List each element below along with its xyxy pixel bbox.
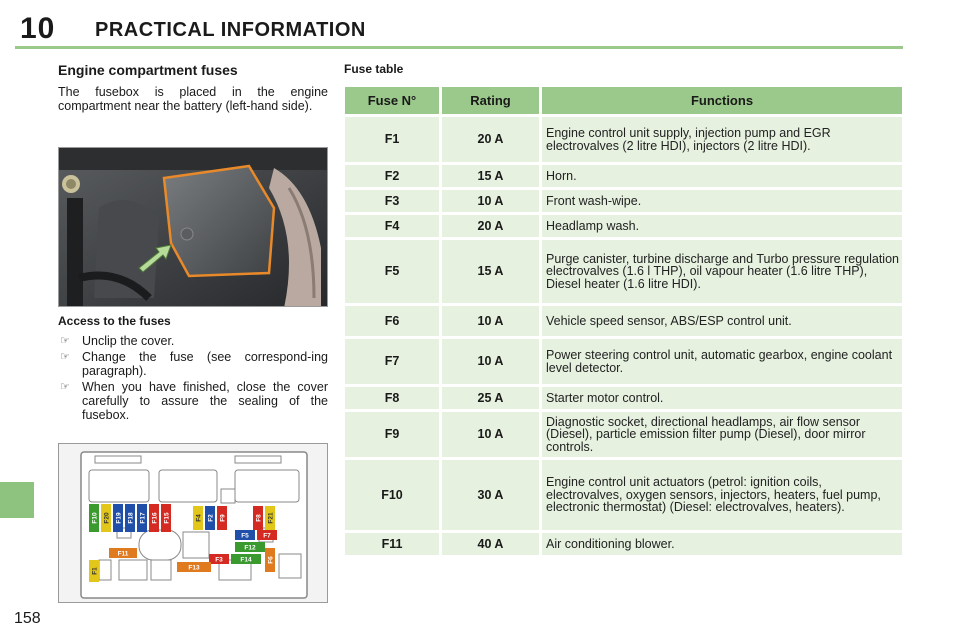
- fusebox-diagram: [58, 443, 328, 603]
- access-step: ☞ Change the fuse (see correspond-ing paragraph).: [60, 350, 328, 378]
- table-row: [345, 460, 902, 530]
- fuse-number: F6: [345, 306, 439, 336]
- fuse-number: F1: [345, 117, 439, 162]
- fuse-function: Power steering control unit, automatic gearbox, engine coolant level detector.: [542, 339, 902, 384]
- fuse-number: F8: [345, 387, 439, 409]
- pointing-hand-icon: ☞: [60, 381, 70, 393]
- table-row: [345, 165, 902, 187]
- fuse-number: F10: [345, 460, 439, 530]
- fuse-slot-label: F18: [127, 512, 135, 524]
- fuse-slot-label: F7: [263, 532, 271, 540]
- fuse-number: F2: [345, 165, 439, 187]
- fuse-function: Diagnostic socket, directional headlamps, air flow sensor (Diesel), particle emission filter pump (Diesel), door mirror controls.: [542, 412, 902, 457]
- fuse-slot-label: F6: [267, 556, 275, 564]
- fuse-function: Starter motor control.: [542, 387, 902, 409]
- access-fuses-block: [58, 314, 328, 424]
- chapter-title: PRACTICAL INFORMATION: [95, 19, 366, 41]
- fuse-number: F7: [345, 339, 439, 384]
- engine-compartment-photo: [58, 147, 328, 307]
- fuse-slot-label: F15: [163, 512, 171, 524]
- table-row: [345, 412, 902, 457]
- fuse-function: Engine control unit actuators (petrol: ignition coils, electrovalves, oxygen sensors, injectors, heaters, fuel pump, electronic thermostat) (Diesel: electrovalves, heaters).: [542, 460, 902, 530]
- fuse-slot-label: F4: [195, 514, 203, 522]
- fuse-slot-label: F9: [219, 514, 227, 522]
- fuse-slot-label: F21: [267, 512, 275, 524]
- table-row: [345, 339, 902, 384]
- fusebox-diagram-svg: [59, 444, 329, 604]
- fuse-slot-label: F11: [117, 550, 129, 558]
- access-title: Access to the fuses: [58, 314, 171, 328]
- fuse-function: Front wash-wipe.: [542, 190, 902, 212]
- fuse-rating: 30 A: [442, 460, 539, 530]
- header-divider: [15, 46, 903, 49]
- fuse-rating: 15 A: [442, 165, 539, 187]
- fuse-slot-label: F13: [188, 564, 200, 572]
- header-functions: Functions: [542, 87, 902, 114]
- section-title: Engine compartment fuses: [58, 62, 238, 78]
- fuse-slot-label: F16: [151, 512, 159, 524]
- fuse-function: Headlamp wash.: [542, 215, 902, 237]
- fuse-function: Horn.: [542, 165, 902, 187]
- header-rating: Rating: [442, 87, 539, 114]
- fuse-slot-label: F2: [207, 514, 215, 522]
- fuse-slot-label: F5: [241, 532, 249, 540]
- pointing-hand-icon: ☞: [60, 335, 70, 347]
- fuse-number: F9: [345, 412, 439, 457]
- fuse-rating: 20 A: [442, 117, 539, 162]
- table-row: [345, 215, 902, 237]
- fuse-rating: 10 A: [442, 306, 539, 336]
- fuse-table-header-row: [345, 87, 902, 114]
- fuse-number: F5: [345, 240, 439, 303]
- fuse-rating: 20 A: [442, 215, 539, 237]
- fuse-slot-label: F12: [244, 544, 256, 552]
- page-number: 158: [14, 610, 41, 627]
- fuse-rating: 10 A: [442, 339, 539, 384]
- access-step: ☞ Unclip the cover.: [60, 334, 175, 348]
- fuse-table-caption: Fuse table: [344, 62, 404, 76]
- table-row: [345, 306, 902, 336]
- chapter-tab: [0, 482, 34, 518]
- fuse-function: Engine control unit supply, injection pump and EGR electrovalves (2 litre HDI), injectors (2 litre HDI).: [542, 117, 902, 162]
- fuse-function: Purge canister, turbine discharge and Turbo pressure regulation electrovalves (1.6 l THP), oil vapour heater (1.6 litre THP), Diesel heater (1.6 litre HDI).: [542, 240, 902, 303]
- fuse-slot-label: F19: [115, 512, 123, 524]
- fuse-slot-label: F10: [91, 512, 99, 524]
- header-fuse-number: Fuse N°: [345, 87, 439, 114]
- table-row: [345, 533, 902, 555]
- table-row: [345, 387, 902, 409]
- fuse-slot-label: F14: [240, 556, 252, 564]
- pointing-hand-icon: ☞: [60, 351, 70, 363]
- table-row: [345, 117, 902, 162]
- access-step: ☞ When you have finished, close the cover carefully to assure the sealing of the fusebox.: [60, 380, 328, 422]
- fuse-rating: 10 A: [442, 412, 539, 457]
- section-intro: The fusebox is placed in the engine compartment near the battery (left-hand side).: [58, 85, 328, 113]
- fuse-number: F4: [345, 215, 439, 237]
- fuse-rating: 15 A: [442, 240, 539, 303]
- engine-photo-illustration: [59, 148, 328, 307]
- access-steps-list: [58, 334, 328, 422]
- fuse-number: F3: [345, 190, 439, 212]
- chapter-number: 10: [20, 12, 56, 45]
- fuse-rating: 10 A: [442, 190, 539, 212]
- fuse-slot-label: F3: [215, 556, 223, 564]
- fuse-function: Air conditioning blower.: [542, 533, 902, 555]
- fuse-slot-label: F17: [139, 512, 147, 524]
- table-row: [345, 240, 902, 303]
- section-intro-block: [58, 62, 328, 113]
- table-row: [345, 190, 902, 212]
- fuse-table: [342, 84, 905, 558]
- fuse-number: F11: [345, 533, 439, 555]
- fuse-rating: 40 A: [442, 533, 539, 555]
- fuse-slot-label: F1: [91, 567, 99, 575]
- fuse-function: Vehicle speed sensor, ABS/ESP control unit.: [542, 306, 902, 336]
- fuse-slot-label: F8: [255, 514, 263, 522]
- fuse-rating: 25 A: [442, 387, 539, 409]
- fuse-slot-label: F20: [103, 512, 111, 524]
